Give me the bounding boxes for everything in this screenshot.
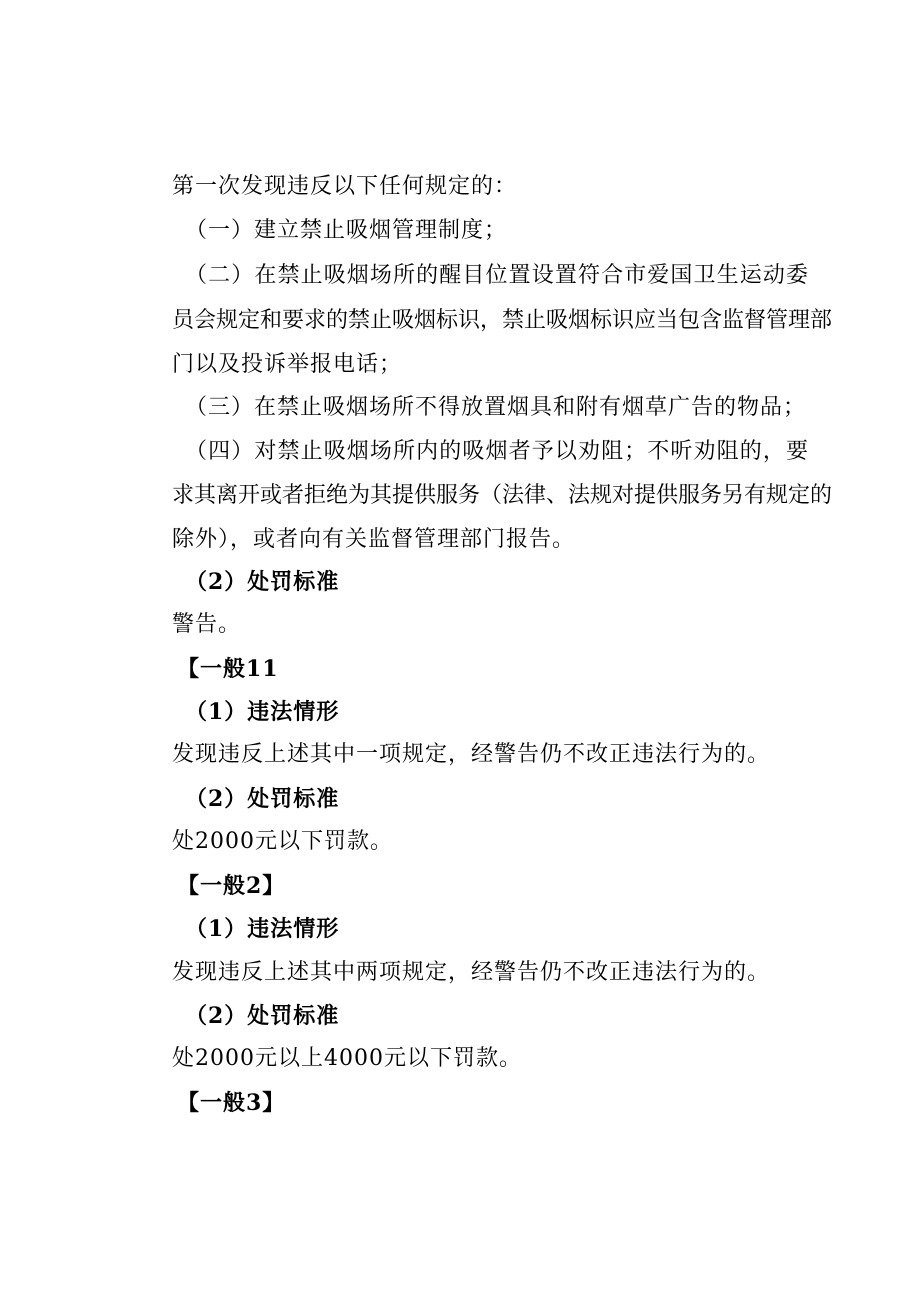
heading-general-3: 【一般3】 [177, 1090, 286, 1116]
item-one: （一）建立禁止吸烟管理制度； [185, 218, 508, 243]
item-four-line-1: （四）对禁止吸烟场所内的吸烟者予以劝阻；不听劝阻的，要 [185, 439, 808, 464]
penalty-fine-1: 处2000元以下罚款。 [172, 829, 393, 854]
item-two-line-2: 员会规定和要求的禁止吸烟标识，禁止吸烟标识应当包含监督管理部 [172, 308, 833, 333]
paragraph-intro: 第一次发现违反以下任何规定的： [172, 174, 518, 199]
heading-penalty-standard: （2）处罚标准 [185, 569, 340, 595]
item-two-line-3: 门以及投诉举报电话； [172, 352, 403, 377]
item-three: （三）在禁止吸烟场所不得放置烟具和附有烟草广告的物品； [185, 395, 807, 420]
item-four-line-2: 求其离开或者拒绝为其提供服务（法律、法规对提供服务另有规定的 [172, 483, 833, 508]
item-two-line-1: （二）在禁止吸烟场所的醒目位置设置符合市爱国卫生运动委 [185, 263, 808, 288]
item-four-line-3: 除外），或者向有关监督管理部门报告。 [172, 527, 576, 552]
violation-one-item: 发现违反上述其中一项规定，经警告仍不改正违法行为的。 [172, 742, 771, 767]
heading-violation-2: （1）违法情形 [185, 916, 340, 942]
violation-two-items: 发现违反上述其中两项规定，经警告仍不改正违法行为的。 [172, 960, 771, 985]
heading-violation-1: （1）违法情形 [185, 699, 340, 725]
penalty-fine-2: 处2000元以上4000元以下罚款。 [172, 1046, 522, 1071]
penalty-warning: 警告。 [172, 612, 242, 637]
heading-general-2: 【一般2】 [177, 873, 286, 899]
heading-penalty-standard-1: （2）处罚标准 [185, 786, 340, 812]
heading-penalty-standard-2: （2）处罚标准 [185, 1003, 340, 1029]
heading-general-1: 【一般11 [177, 656, 279, 682]
